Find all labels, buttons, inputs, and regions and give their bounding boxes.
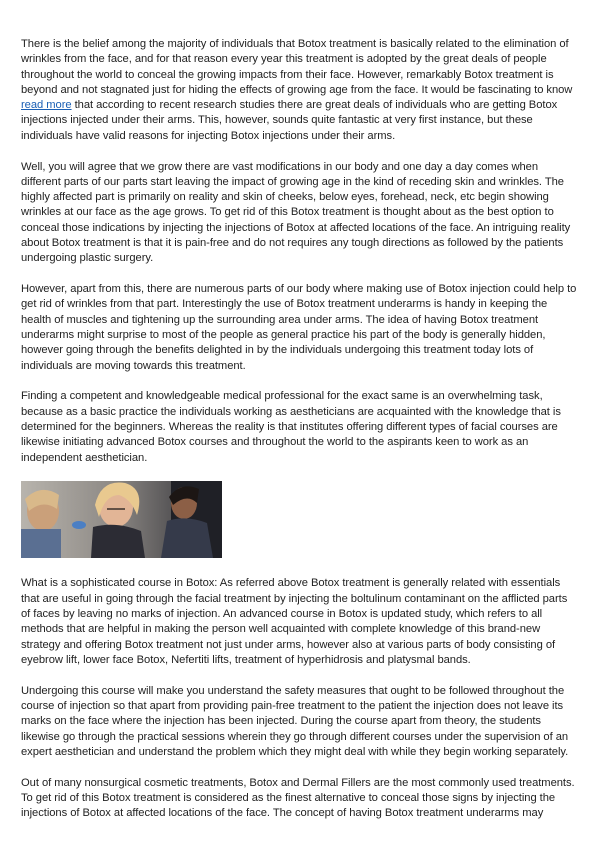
botox-training-photo xyxy=(21,481,222,558)
paragraph-2: Well, you will agree that we grow there are vast modifications in our body and one day a day comes when different parts of our parts start leaving the impact of growing age in the kind of receding skin and wrinkles. The highly affected part is primarily on reality and skin of cheeks, below eyes, forehead, neck, etc begin showing wrinkles at our face as the age grows. To get rid of this Botox treatment is thought about as the best option to conceal those indications by injecting the injections of Botox at affected locations of the face. An intriguing reality about Botox treatment is that it is pain-free and do not requires any tough directions as followed by the patients undergoing plastic surgery. xyxy=(21,160,571,265)
paragraph-4: Finding a competent and knowledgeable medical professional for the exact same is an overwhelming task, because as a basic practice the individuals working as aestheticians are acquainted with the knowledge that is determined for the beginners. Whereas the reality is that institutes offering different types of facial courses are likewise initiating advanced Botox courses and throughout the world to the aspirants keen to work as an independent aesthetician. xyxy=(21,390,561,464)
paragraph-7: Out of many nonsurgical cosmetic treatments, Botox and Dermal Fillers are the most commonly used treatments. To get rid of this Botox treatment is considered as the finest alternative to conceal those signs by injecting the injections of Botox at affected locations of the face. The concept of having Botox treatment underarms may xyxy=(21,776,575,820)
read-more-link[interactable]: read more xyxy=(21,99,72,112)
paragraph-5: What is a sophisticated course in Botox: As referred above Botox treatment is generally related with essentials that are useful in going through the facial treatment by injecting the boltulinum contaminant on the afflicted parts of faces by leaving no marks of injection. An advanced course in Botox is updated study, which refers to all methods that are helpful in making the person well acquainted with complete knowledge of this brand-new strategy and offering Botox treatment not just under arms, however also at various parts of body consisting of eyebrow lift, lower face Botox, Nefertiti lifts, treatment of hyperhidrosis and platysmal bands. xyxy=(21,577,568,666)
paragraph-6: Undergoing this course will make you understand the safety measures that ought to be followed throughout the course of injection so that apart from providing pain-free treatment to the patient the injection does not leave its marks on the face where the injection has been injected. During the course apart from theory, the students likewise go through the practical sessions wherein they go through different courses under the supervision of an expert aesthetician and understand the problem which they might deal with while they begin working separately. xyxy=(21,684,569,758)
paragraph-1 xyxy=(21,37,577,144)
paragraph-1-text-start: There is the belief among the majority of individuals that Botox treatment is basically related to the elimination of wrinkles from the face, and for that reason every year this treatment is adopted by the great deals of people throughout the world to conceal the growing impacts from their face. However, remarkably Botox treatment is beyond and not stagnated just for hiding the effects of growing age from the face. It would be fascinating to know xyxy=(21,38,573,96)
paragraph-1-text-end: that according to recent research studies there are great deals of individuals who are getting Botox injections injected under their arms. This, however, sounds quite fantastic at very first instance, but these individuals have valid reasons for injecting Botox injections under their arms. xyxy=(21,99,558,142)
paragraph-3: However, apart from this, there are numerous parts of our body where making use of Botox injection could help to get rid of wrinkles from that part. Interestingly the use of Botox treatment underarms is handy in keeping the health of muscles and tightening up the surrounding area under arms. The idea of having Botox treatment underarms might surprise to most of the people as general practice his part of the body is generally hidden, however going through the benefits delighted in by the individuals undergoing this treatment today lots of individuals are moving towards this treatment. xyxy=(21,283,577,372)
